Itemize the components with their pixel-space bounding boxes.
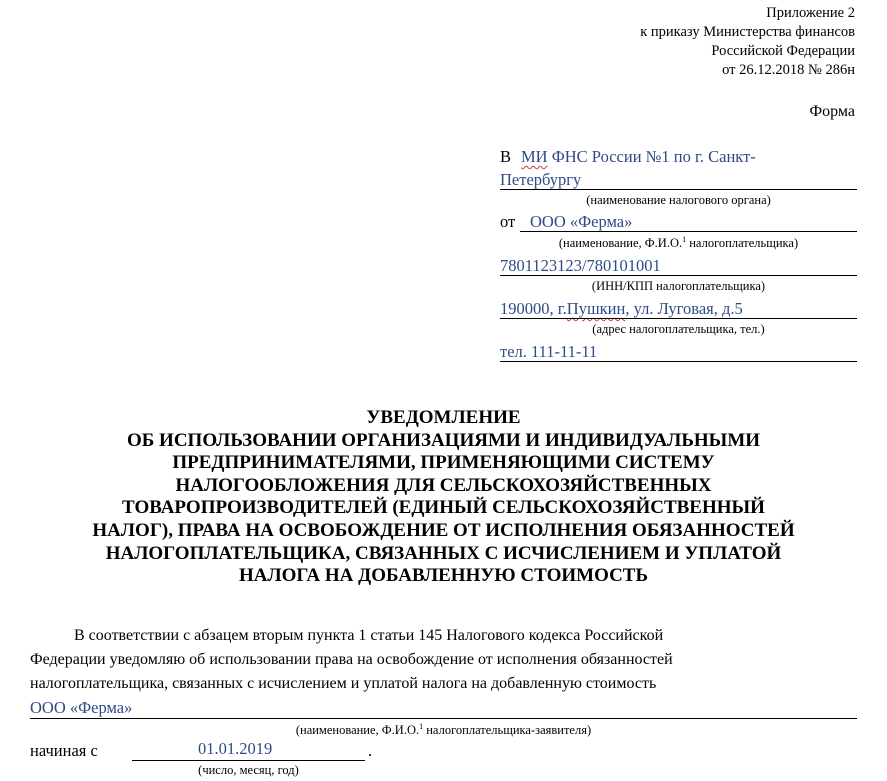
title-line: НАЛОГ), ПРАВА НА ОСВОБОЖДЕНИЕ ОТ ИСПОЛНЕНИЯ ОБЯЗАННОСТЕЙ	[92, 519, 795, 541]
phone-value: тел. 111-11-11	[500, 342, 598, 361]
title-line: НАЛОГА НА ДОБАВЛЕННУЮ СТОИМОСТЬ	[238, 565, 649, 587]
recipient-organ-line-2: Петербургу	[500, 170, 582, 189]
organ-abbr: МИ	[521, 147, 548, 166]
applicant-underline	[30, 718, 857, 719]
body-line-2: Федерации уведомляю об использовании права на освобождение от исполнения обязанностей	[30, 651, 673, 668]
sender-underline	[520, 231, 857, 232]
order-reference	[640, 4, 855, 80]
order-line-2: Российской Федерации	[711, 43, 855, 59]
organ-underline	[500, 189, 857, 190]
start-period: .	[368, 741, 373, 760]
sender-prefix: от	[500, 212, 516, 231]
sender-name: ООО «Ферма»	[530, 212, 633, 231]
title-line: ПРЕДПРИНИМАТЕЛЯМИ, ПРИМЕНЯЮЩИМИ СИСТЕМУ	[172, 452, 715, 474]
start-date-caption: (число, месяц, год)	[198, 763, 299, 777]
recipient-prefix: В	[500, 147, 512, 166]
sender-caption: (наименование, Ф.И.О.$^1$ налогоплательщика)	[558, 235, 799, 251]
start-label: начиная с	[30, 741, 98, 760]
appendix-number: Приложение 2	[766, 5, 855, 21]
applicant-name: ООО «Ферма»	[30, 698, 133, 717]
title-line: НАЛОГООБЛОЖЕНИЯ ДЛЯ СЕЛЬСКОХОЗЯЙСТВЕННЫХ	[175, 474, 712, 496]
recipient-organ-line-1	[521, 147, 756, 167]
inn-underline	[500, 275, 857, 276]
title-line: ТОВАРОПРОИЗВОДИТЕЛЕЙ (ЕДИНЫЙ СЕЛЬСКОХОЗЯЙСТВЕННЫЙ	[122, 497, 765, 519]
body-line-1: В соответствии с абзацем вторым пункта 1 статьи 145 Налогового кодекса Российской	[74, 627, 664, 644]
address-value: 190000, г.Пушкин, ул. Луговая, д.5	[500, 299, 743, 318]
phone-underline	[500, 361, 857, 362]
applicant-caption: (наименование, Ф.И.О.$^1$ налогоплательщика-заявителя)	[295, 722, 592, 738]
address-underline	[500, 318, 857, 319]
inn-caption: (ИНН/КПП налогоплательщика)	[591, 279, 766, 293]
notice-title	[40, 407, 847, 588]
start-date-underline	[132, 760, 365, 761]
title-line: УВЕДОМЛЕНИЕ	[366, 407, 521, 428]
order-date: от 26.12.2018 № 286н	[722, 62, 855, 78]
title-line: НАЛОГОПЛАТЕЛЬЩИКА, СВЯЗАННЫХ С ИСЧИСЛЕНИЕМ И УПЛАТОЙ	[105, 542, 782, 564]
order-line-1: к приказу Министерства финансов	[640, 24, 855, 40]
body-line-3: налогоплательщика, связанных с исчислением и уплатой налога на добавленную стоимость	[30, 675, 657, 692]
inn-kpp-value: 7801123123/780101001	[500, 256, 661, 275]
start-date: 01.01.2019	[198, 739, 273, 758]
title-line: ОБ ИСПОЛЬЗОВАНИИ ОРГАНИЗАЦИЯМИ И ИНДИВИДУАЛЬНЫМИ	[126, 429, 761, 451]
form-label: Форма	[809, 103, 855, 120]
address-caption: (адрес налогоплательщика, тел.)	[592, 322, 765, 336]
organ-line-1-rest: ФНС России №1 по г. Санкт-	[551, 147, 756, 166]
organ-caption: (наименование налогового органа)	[586, 193, 771, 207]
